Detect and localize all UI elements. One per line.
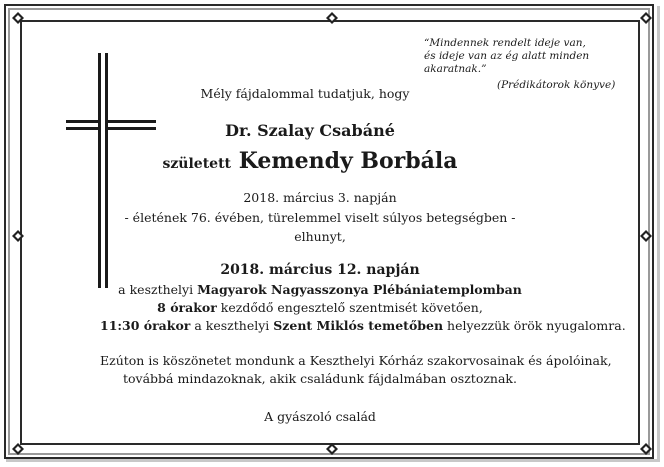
death-date: 2018. március 3. napján (243, 190, 397, 205)
thanks-line: továbbá mindazoknak, akik családunk fájdalmában osztoznak. (122, 371, 517, 386)
burial-time: 11:30 órakor (100, 318, 191, 333)
mass-rest: kezdődő engesztelő szentmisét követően, (216, 300, 483, 315)
death-age-line: - életének 76. évében, türelemmel viselt súlyos betegségben - (124, 210, 516, 225)
church-name: Magyarok Nagyasszonya Plébániatemplomban (197, 282, 522, 297)
maiden-name: Kemendy Borbála (238, 148, 458, 174)
funeral-mass-line (100, 300, 540, 316)
corner-ornament-icon (12, 12, 24, 24)
deceased-married-name: Dr. Szalay Csabáné (225, 121, 395, 140)
quote-line: akaratnak.” (424, 63, 487, 75)
burial-mid: a keszthelyi (190, 318, 274, 333)
deceased-maiden-name (120, 148, 500, 174)
born-prefix: született (162, 156, 232, 172)
side-ornament-icon (640, 230, 652, 242)
bottom-ornament-icon (326, 443, 338, 455)
quote-line: és ideje van az ég alatt minden (424, 50, 590, 62)
thanks-line: Ezúton is köszönetet mondunk a Keszthelyi Kórház szakorvosainak és ápolóinak, (100, 353, 612, 368)
quote-source: (Prédikátorok könyve) (497, 79, 616, 91)
frame-shadow-bottom (6, 459, 660, 462)
corner-ornament-icon (12, 443, 24, 455)
side-ornament-icon (12, 230, 24, 242)
corner-ornament-icon (640, 12, 652, 24)
cemetery-name: Szent Miklós temetőben (273, 318, 444, 333)
funeral-date: 2018. március 12. napján (220, 262, 420, 278)
death-verb: elhunyt, (294, 229, 346, 244)
bible-quote (424, 37, 589, 76)
church-prefix: a keszthelyi (118, 282, 198, 297)
signature: A gyászoló család (264, 409, 376, 424)
funeral-burial-line (100, 318, 626, 334)
funeral-church-line (100, 282, 540, 298)
top-ornament-icon (326, 12, 338, 24)
quote-line: “Mindennek rendelt ideje van, (424, 37, 586, 49)
intro-text: Mély fájdalommal tudatjuk, hogy (200, 86, 410, 101)
corner-ornament-icon (640, 443, 652, 455)
frame-shadow-right (657, 6, 660, 462)
burial-rest: helyezzük örök nyugalomra. (443, 318, 626, 333)
mass-time: 8 órakor (157, 300, 217, 315)
